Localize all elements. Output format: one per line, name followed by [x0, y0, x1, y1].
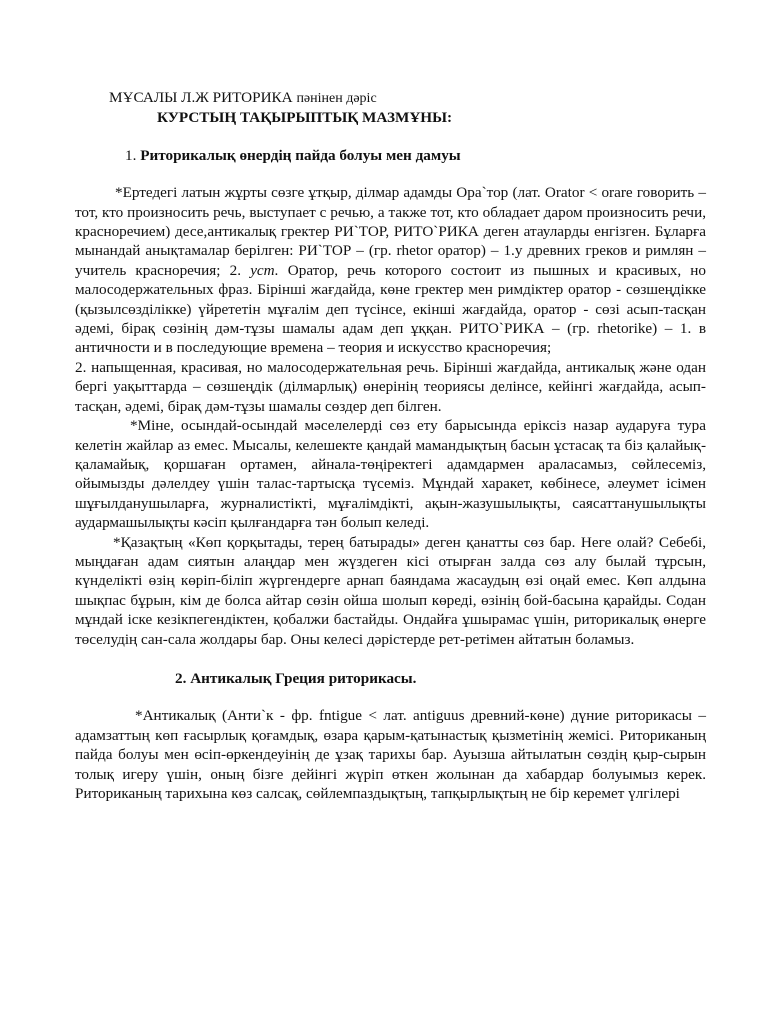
paragraph-4: *Қазақтың «Көп қорқытады, терең батырады» деген қанатты сөз бар. Неге олай? Себебі, мыңдаған адам сиятын алаңдар мен жүздеген кісі отырған залда сөз алу былай тұрсын, күнделікті өзің көріп-біліп жүргендерге арнап баяндама жасаудың өзі оңай емес. Көп алдына шықпас бұрын, кім де болса айтар сөзін ойша шолып көреді, өзінің бой-басына қарайды. Содан мұндай іске кезікпегендіктен, қобалжи бастайды. Ондайға ұшырамас үшін, риторикалық өнерге төселудің сан-сала жолдары бар. Оны келесі дәрістерде рет-ретімен айтатын боламыз.: [75, 533, 706, 648]
paragraph-3: *Міне, осындай-осындай мәселелерді сөз ету барысында еріксіз назар аударуға тура келетін жайлар аз емес. Мысалы, келешекте қандай мамандықтың басын ұстасақ та біз қалайық-қаламайық, қоршаған ортамен, айнала-төңіректегі адамдармен араласамыз, сөйлесеміз, ойымызды дәлелдеу үшін талас-тартысқа түсеміз. Мұндай харакет, көбінесе, әлеумет ісімен шұғылданушыларға, журналистікті, мұғалімдікті, ақын-жазушылықты, саясаттанушылықты аудармашылықты кәсіп қылғандарға тән болып келеді.: [75, 417, 706, 532]
section-1-heading: [75, 146, 706, 165]
paragraph-1-text-a: *Ертедегі латын жұрты сөзге ұтқыр, ділмар адамды Ора`тор (лат. Orator < orare говорить – тот, кто произносить речь, выступает с речью, а также тот, кто обладает даром произносить речи, красноречием) десе,антикалық гректер РИ`ТОР, РИТО`РИКА деген атауларды енгізген. Бұларға мынандай анықтамалар берілген: РИ`ТОР – (гр. rhetor оратор) – 1.у древних греков и римлян – учитель красноречия; 2.: [75, 184, 706, 279]
section-1-title: Риторикалық өнердің пайда болуы мен дамуы: [140, 146, 461, 164]
section-1-number: 1.: [125, 146, 141, 164]
document-header: [75, 88, 706, 108]
author-subject: МҰСАЛЫ Л.Ж РИТОРИКА: [109, 89, 293, 106]
section-2-heading: 2. Антикалық Греция риторикасы.: [175, 669, 417, 687]
course-title: КУРСТЫҢ ТАҚЫРЫПТЫҚ МАЗМҰНЫ:: [157, 109, 453, 127]
paragraph-5: *Антикалық (Анти`к - фр. fntigue < лат. antiguus древний-көне) дүние риторикасы – адамзаттың көп ғасырлық қоғамдық, өзара қарым-қатынастық қызметінің жемісі. Риториканың пайда болуы мен өсіп-өркендеуінің де ұзақ тарихы бар. Ауызша айтылатын сөздің қыр-сырын толық игеру үшін, оның бізге дейінгі жүріп өткен жолынан да хабардар болуымыз керек. Риториканың тарихына көз салсақ, сөйлемпаздықтың, тапқырлықтың не бір керемет үлгілері: [75, 707, 706, 802]
paragraph-1: [75, 183, 706, 358]
paragraph-2: 2. напыщенная, красивая, но малосодержательная речь. Бірінші жағдайда, антикалық және одан бергі уақыттарда – сөзшеңдік (ділмарлық) өнерінің теориясы делінсе, кейінгі жағдайда, асып-тасқан, әдемі, бірақ дәм-тұзы шамалы сөздер деп білген.: [75, 358, 706, 415]
lecture-suffix: пәнінен дәріс: [296, 91, 377, 106]
paragraph-1-italic: уст.: [250, 261, 279, 279]
paragraph-1-text-b: Оратор, речь которого состоит из пышных и красивых, но малосодержательных фраз. Бірінші жағдайда, көне гректер мен римдіктер оратор - сөзшеңдікке (қызылсөзділікке) үйрететін мұғалім деп түсінсе, екінші жағдайда, оратор - сөзі асып-тасқан әдемі, бірақ сөзінің дәм-тұзы шамалы адам деп ұққан. РИТО`РИКА – (гр. rhetorike) – 1. в античности и в последующие времена – теория и искусство красноречия;: [75, 261, 706, 357]
